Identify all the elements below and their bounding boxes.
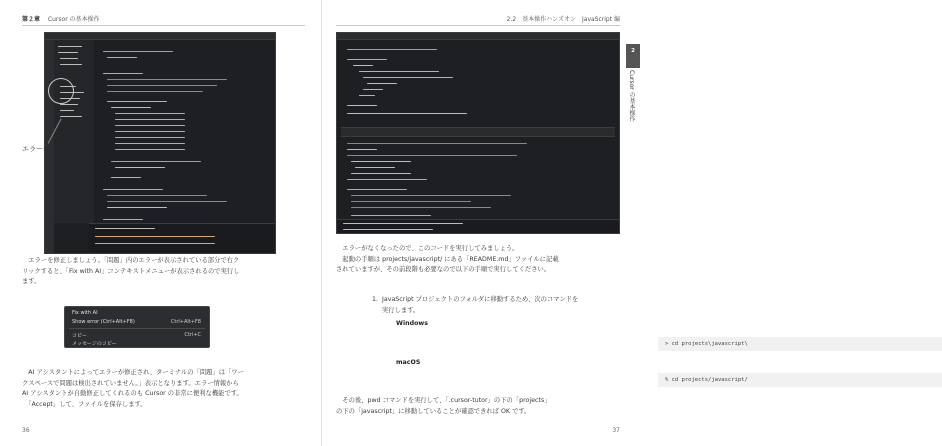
- command-windows: > cd projects\javascript\: [658, 337, 942, 351]
- menu-separator: [69, 328, 205, 329]
- step-1: 1. JavaScript プロジェクトのフォルダに移動するため、次のコマンドを 実行します。: [372, 296, 579, 314]
- menu-item-copy-message[interactable]: メッセージのコピー: [72, 341, 117, 347]
- chapter-tab: [626, 44, 640, 68]
- chapter-title: Cursor の基本操作: [47, 16, 100, 23]
- shortcut-show-error: Ctrl+Alt+F8: [170, 319, 201, 325]
- code-area-top: [341, 43, 615, 127]
- status-panel: [337, 219, 619, 233]
- editor-title-bar: [337, 33, 619, 40]
- running-header: [22, 14, 100, 23]
- menu-item-fix-with-ai[interactable]: Fix with AI: [72, 310, 98, 316]
- file-explorer: [54, 40, 94, 223]
- code-area-bottom: [341, 139, 615, 219]
- chapter-tab-number: 2: [631, 48, 635, 54]
- body-text-1: エラーがなくなったので、このコードを実行してみましょう。 起動の手順は projects/javascript/ にある「README.md」ファイルに記載 されていますが、その前段階も必要なので以下の手順で実行してください。: [336, 245, 559, 273]
- problems-panel: [89, 223, 275, 253]
- os-label-windows: Windows: [396, 320, 428, 327]
- code-area: [97, 43, 271, 221]
- header-rule: [22, 25, 305, 26]
- page-number: 36: [22, 427, 30, 434]
- context-menu: [64, 306, 210, 348]
- command-macos: % cd projects/javascript/: [658, 373, 942, 387]
- left-page: [0, 0, 322, 446]
- body-text-1: エラーを修正しましょう。「問題」内のエラーが表示されている部分で右ク リックすると、「Fix with AI」コンテキストメニューが表示されるので実行し ます。: [22, 257, 240, 285]
- running-header: 2.2 基本操作ハンズオン JavaScript 編: [506, 16, 620, 23]
- inline-prompt: [341, 127, 615, 137]
- os-label-macos: macOS: [396, 359, 421, 366]
- editor-screenshot: [44, 32, 276, 254]
- menu-item-copy[interactable]: コピー: [72, 333, 87, 339]
- shortcut-copy: Ctrl+C: [184, 332, 201, 338]
- callout-label: エラー表示: [22, 145, 57, 153]
- body-text-2: AI アシスタントによってエラーが修正され、ターミナルの「問題」は「ワー クスペースで問題は検出されていません。」表示となります。エラー情報から AI アシスタントが自動修正してくれるのも Cursor の非常に便利な機能です。 「Accept」して、ファイルを保存します。: [22, 369, 244, 408]
- body-text-2: その後、pwd コマンドを実行して、「.cursor-tutor」の下の「projects」 の下の「javascript」に移動していることが確認できれば OK です。: [336, 397, 551, 415]
- editor-screenshot: [336, 32, 620, 234]
- menu-item-show-error[interactable]: Show error (Ctrl+Alt+F8): [72, 319, 135, 325]
- chapter-label: 第２章: [22, 16, 41, 23]
- error-highlight: [48, 78, 74, 104]
- editor-title-bar: [45, 33, 275, 40]
- chapter-tab-title: Cursor の基本操作: [628, 70, 635, 122]
- header-rule: [336, 25, 620, 26]
- right-page: [322, 0, 748, 446]
- page-number: 37: [612, 427, 620, 434]
